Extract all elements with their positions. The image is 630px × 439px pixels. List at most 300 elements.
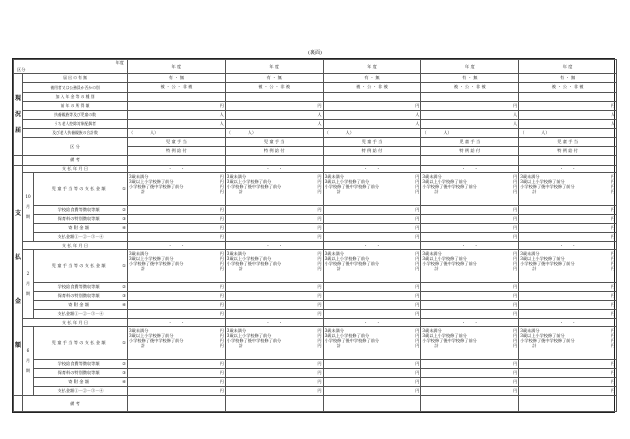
- teate-breakdown-cell: [519, 327, 617, 360]
- gakko-label-text: 学校給食費等徴収等額: [57, 283, 100, 289]
- period-label: [23, 250, 34, 319]
- total-value: 円: [421, 310, 519, 319]
- breakdown-line: [520, 189, 615, 194]
- gakko-value: 円: [128, 282, 226, 291]
- payment-date-value: ・ ・: [519, 242, 617, 250]
- shiharai-section-label: [14, 165, 23, 396]
- kifu-no: ④: [122, 302, 126, 308]
- yen-unit: 円: [415, 174, 420, 180]
- shiharai-char: 金: [15, 298, 22, 306]
- breakdown-line: [520, 266, 615, 271]
- kifu-label: [34, 224, 128, 233]
- yen-unit: 円: [219, 256, 224, 262]
- period-label: [23, 327, 34, 396]
- yen-unit: 円: [610, 266, 615, 272]
- genkyo-value: 円: [519, 101, 617, 110]
- teate-breakdown-cell: [323, 250, 421, 283]
- genkyo-char: 現: [15, 94, 22, 102]
- hoiku-label-text: 保育料の特別徴収等額: [57, 369, 100, 375]
- hoiku-value: 円: [421, 368, 519, 377]
- kifu-value: 円: [128, 224, 226, 233]
- teate-breakdown-cell: [323, 327, 421, 360]
- genkyo-value: 人: [225, 110, 323, 119]
- teate-no: ①: [122, 186, 126, 192]
- yen-unit: 円: [415, 261, 420, 267]
- hoiku-row: [14, 291, 617, 300]
- kifu-value: 円: [323, 301, 421, 310]
- bottom-biko-cell: [225, 396, 323, 412]
- total-label-text: 支払金額①－②－③－④: [57, 311, 104, 317]
- yen-unit: 円: [219, 251, 224, 257]
- payment-date-row: [14, 319, 617, 327]
- genkyo-value: 児 童 手 当: [128, 138, 226, 147]
- breakdown-label: 3歳以上小学校修了前分: [129, 333, 174, 339]
- genkyo-row-label: うち老人控除対象配偶者: [23, 119, 128, 128]
- breakdown-label: 3歳未満分: [226, 251, 247, 257]
- breakdown-label: 計: [238, 343, 243, 349]
- total-value: 円: [519, 310, 617, 319]
- yen-unit: 円: [317, 338, 322, 344]
- breakdown-label: 小学校修了後中学校修了前分: [520, 338, 575, 344]
- payment-date-row: [14, 165, 617, 173]
- breakdown-label: 3歳以上小学校修了前分: [520, 179, 565, 185]
- genkyo-value: 人: [519, 110, 617, 119]
- bottom-biko-cell: [421, 396, 519, 412]
- header-kubun-cell: [14, 60, 128, 74]
- kifu-value: 円: [225, 378, 323, 387]
- total-value: 円: [225, 310, 323, 319]
- yen-unit: 円: [512, 256, 518, 262]
- breakdown-label: 小学校修了後中学校修了前分: [324, 338, 380, 344]
- bottom-biko-cell: [519, 396, 617, 412]
- teate-breakdown-cell: [128, 327, 226, 360]
- kifu-value: 円: [519, 301, 617, 310]
- yen-unit: 円: [415, 266, 420, 272]
- kifu-row: [14, 224, 617, 233]
- yen-unit: 円: [317, 266, 322, 272]
- breakdown-label: 3歳以上小学校修了前分: [520, 256, 565, 262]
- gakko-no: ②: [122, 360, 126, 366]
- total-value: 円: [128, 387, 226, 396]
- kifu-value: 円: [323, 224, 421, 233]
- biko-label: 備 考: [23, 156, 128, 165]
- yen-unit: 円: [219, 261, 224, 267]
- yen-unit: 円: [610, 179, 615, 185]
- hoiku-value: 円: [323, 291, 421, 300]
- breakdown-label: 3歳以上小学校修了前分: [129, 256, 174, 262]
- breakdown-label: 小学校修了後中学校修了前分: [226, 184, 282, 190]
- breakdown-label: 小学校修了後中学校修了前分: [226, 338, 282, 344]
- genkyo-value: 人: [323, 110, 421, 119]
- breakdown-label: 計: [238, 189, 243, 195]
- genkyo-value: 特 例 給 付: [128, 147, 226, 156]
- teate-breakdown-cell: [128, 250, 226, 283]
- kifu-label-text: 寄 附 金 額: [68, 378, 89, 384]
- bottom-biko-cell: [128, 396, 226, 412]
- breakdown-label: 計: [238, 266, 243, 272]
- hoiku-label: [34, 368, 128, 377]
- genkyo-section-label: [14, 74, 23, 156]
- gakko-value: 円: [519, 282, 617, 291]
- yen-unit: 円: [415, 256, 420, 262]
- kifu-value: 円: [519, 224, 617, 233]
- total-value: 円: [519, 233, 617, 242]
- gakko-label: [34, 359, 128, 368]
- breakdown-label: 計: [532, 266, 537, 272]
- genkyo-value: [519, 92, 617, 101]
- breakdown-label: 小学校修了後中学校修了前分: [520, 261, 575, 267]
- payment-date-value: ・ ・: [421, 319, 519, 327]
- yen-unit: 円: [512, 266, 518, 272]
- breakdown-label: 計: [532, 343, 537, 349]
- genkyo-value: （ 人）: [323, 129, 421, 138]
- total-value: 円: [128, 233, 226, 242]
- breakdown-line: [520, 343, 615, 348]
- biko-cell: [323, 156, 421, 165]
- kifu-value: 円: [128, 378, 226, 387]
- breakdown-label: 3歳未満分: [129, 251, 149, 257]
- yen-unit: 円: [415, 179, 420, 185]
- genkyo-row-label: 及び老人扶養親族の合計数: [23, 129, 128, 138]
- period-kanji: 期: [25, 214, 31, 220]
- payment-date-value: ・ ・: [323, 319, 421, 327]
- breakdown-label: 3歳以上小学校修了前分: [324, 256, 370, 262]
- breakdown-label: 小学校修了後中学校修了前分: [520, 184, 575, 190]
- genkyo-value: 円: [225, 101, 323, 110]
- yen-unit: 円: [317, 189, 322, 195]
- genkyo-value: 人: [323, 119, 421, 128]
- hoiku-row: [14, 215, 617, 224]
- yen-unit: 円: [219, 343, 224, 349]
- bottom-biko-label: 備 考: [23, 396, 128, 412]
- yen-unit: 円: [317, 343, 322, 349]
- breakdown-line: [422, 189, 517, 194]
- breakdown-label: 3歳未満分: [226, 174, 247, 180]
- breakdown-label: 小学校修了後中学校修了前分: [129, 261, 184, 267]
- payment-date-value: ・ ・: [225, 165, 323, 173]
- hoiku-value: 円: [519, 368, 617, 377]
- yen-unit: 円: [415, 189, 420, 195]
- bottom-biko-row: [14, 396, 617, 412]
- yen-unit: 円: [317, 184, 322, 190]
- period-month: 10: [25, 194, 31, 200]
- yen-unit: 円: [317, 179, 322, 185]
- genkyo-value: 円: [128, 101, 226, 110]
- breakdown-line: [422, 266, 517, 271]
- yen-unit: 円: [415, 333, 420, 339]
- genkyo-value: 人: [519, 119, 617, 128]
- yen-unit: 円: [219, 184, 224, 190]
- biko-cell: [421, 156, 519, 165]
- yen-unit: 円: [512, 174, 518, 180]
- hoiku-no: ③: [122, 292, 126, 298]
- genkyo-value: 有 ・ 無: [128, 74, 226, 83]
- genkyo-value: 人: [421, 110, 519, 119]
- gakko-value: 円: [519, 205, 617, 214]
- period-kanji: 期: [25, 368, 31, 374]
- kifu-row: [14, 378, 617, 387]
- breakdown-label: 計: [434, 343, 439, 349]
- genkyo-row: [14, 83, 617, 92]
- biko-spacer: [14, 156, 23, 165]
- biko-row: [14, 156, 617, 165]
- genkyo-value: 有 ・ 無: [421, 74, 519, 83]
- genkyo-value: [323, 92, 421, 101]
- teate-no: ①: [122, 262, 126, 268]
- payment-date-value: ・ ・: [421, 242, 519, 250]
- yen-unit: 円: [512, 338, 518, 344]
- teate-breakdown-cell: [519, 173, 617, 206]
- hoiku-no: ③: [122, 216, 126, 222]
- kifu-label: [34, 378, 128, 387]
- genkyo-row: [14, 101, 617, 110]
- total-value: 円: [421, 233, 519, 242]
- breakdown-label: 3歳未満分: [129, 328, 149, 334]
- payment-date-value: ・ ・: [128, 319, 226, 327]
- yen-unit: 円: [415, 343, 420, 349]
- genkyo-value: 人: [225, 119, 323, 128]
- yen-unit: 円: [610, 184, 615, 190]
- yen-unit: 円: [219, 328, 224, 334]
- genkyo-value: [225, 92, 323, 101]
- genkyo-row: [14, 110, 617, 119]
- genkyo-row: [14, 74, 617, 83]
- hoiku-value: 円: [225, 368, 323, 377]
- hoiku-value: 円: [421, 291, 519, 300]
- period-month-suffix: 月: [25, 281, 31, 287]
- genkyo-value: 被 ・ 公 ・ 非 被: [225, 83, 323, 92]
- teate-breakdown-cell: [225, 327, 323, 360]
- period-month-suffix: 月: [25, 358, 31, 364]
- kifu-value: 円: [128, 301, 226, 310]
- genkyo-value: 被 ・ 公 ・ 非 被: [323, 83, 421, 92]
- genkyo-value: 児 童 手 当: [225, 138, 323, 147]
- year-header: 年 度: [519, 60, 617, 74]
- breakdown-line: [325, 266, 420, 271]
- period-month: 6: [26, 348, 30, 354]
- yen-unit: 円: [415, 251, 420, 257]
- yen-unit: 円: [219, 266, 224, 272]
- payment-date-value: ・ ・: [323, 242, 421, 250]
- breakdown-label: 計: [434, 266, 439, 272]
- shiharai-char: 払: [15, 254, 22, 262]
- payment-date-label: 支 払 年 月 日: [23, 319, 128, 327]
- genkyo-value: 特 例 給 付: [421, 147, 519, 156]
- gakko-no: ②: [122, 206, 126, 212]
- genkyo-value: 有 ・ 無: [323, 74, 421, 83]
- total-value: 円: [225, 233, 323, 242]
- breakdown-label: 小学校修了後中学校修了前分: [422, 338, 477, 344]
- shiharai-char: 支: [15, 210, 22, 218]
- bottom-biko-spacer: [14, 396, 23, 412]
- genkyo-value: （ 人）: [225, 129, 323, 138]
- hoiku-value: 円: [519, 291, 617, 300]
- gakko-row: [14, 359, 617, 368]
- hoiku-value: 円: [128, 215, 226, 224]
- yen-unit: 円: [512, 179, 518, 185]
- genkyo-row-label: 加 入 年 金 等 の 種 別: [23, 92, 128, 101]
- breakdown-label: 計: [336, 266, 341, 272]
- payment-date-value: ・ ・: [519, 319, 617, 327]
- yen-unit: 円: [610, 343, 615, 349]
- payment-date-value: ・ ・: [225, 319, 323, 327]
- yen-unit: 円: [317, 261, 322, 267]
- breakdown-label: 3歳以上小学校修了前分: [324, 179, 370, 185]
- genkyo-row-label: 区 分: [23, 138, 128, 156]
- biko-cell: [519, 156, 617, 165]
- payment-date-label: 支 払 年 月 日: [23, 165, 128, 173]
- yen-unit: 円: [512, 189, 518, 195]
- genkyo-row: [14, 129, 617, 138]
- header-nendo: 年度: [115, 60, 124, 65]
- breakdown-label: 3歳未満分: [324, 174, 345, 180]
- yen-unit: 円: [512, 328, 518, 334]
- genkyo-row: [14, 119, 617, 128]
- breakdown-label: 3歳未満分: [129, 174, 149, 180]
- genkyo-value: [421, 92, 519, 101]
- total-row: [14, 310, 617, 319]
- genkyo-value: 児 童 手 当: [519, 138, 617, 147]
- kifu-value: 円: [323, 378, 421, 387]
- genkyo-value: 人: [128, 110, 226, 119]
- gakko-label: [34, 205, 128, 214]
- hoiku-value: 円: [128, 291, 226, 300]
- genkyo-char: 届: [15, 126, 22, 134]
- header-kubun: 区分: [17, 67, 26, 73]
- breakdown-label: 小学校修了後中学校修了前分: [422, 261, 477, 267]
- total-value: 円: [128, 310, 226, 319]
- gakko-value: 円: [128, 205, 226, 214]
- breakdown-label: 3歳以上小学校修了前分: [129, 179, 174, 185]
- teate-row: [14, 250, 617, 283]
- gakko-row: [14, 282, 617, 291]
- breakdown-label: 小学校修了後中学校修了前分: [129, 338, 184, 344]
- hoiku-label: [34, 215, 128, 224]
- breakdown-label: 小学校修了後中学校修了前分: [129, 184, 184, 190]
- total-label: [34, 387, 128, 396]
- payment-date-row: [14, 242, 617, 250]
- yen-unit: 円: [512, 333, 518, 339]
- breakdown-line: [227, 266, 322, 271]
- biko-cell: [128, 156, 226, 165]
- genkyo-value: [128, 92, 226, 101]
- genkyo-value: 特 例 給 付: [323, 147, 421, 156]
- yen-unit: 円: [610, 261, 615, 267]
- teate-breakdown-cell: [421, 173, 519, 206]
- total-label-text: 支払金額①－②－③－④: [57, 388, 104, 394]
- period-month-suffix: 月: [25, 204, 31, 210]
- yen-unit: 円: [219, 174, 224, 180]
- yen-unit: 円: [317, 328, 322, 334]
- genkyo-row-label: 届 出 の 有 無: [23, 74, 128, 83]
- form-table: [13, 59, 617, 412]
- genkyo-value: （ 人）: [421, 129, 519, 138]
- genkyo-value: 被 ・ 公 ・ 非 被: [128, 83, 226, 92]
- kifu-value: 円: [421, 378, 519, 387]
- breakdown-label: 計: [141, 266, 146, 272]
- yen-unit: 円: [219, 179, 224, 185]
- hoiku-no: ③: [122, 369, 126, 375]
- period-kanji: 期: [25, 291, 31, 297]
- bottom-biko-cell: [323, 396, 421, 412]
- teate-label-text: 児 童 手 当 等 の 支 払 金 額: [51, 186, 106, 192]
- teate-label: [34, 250, 128, 283]
- total-value: 円: [323, 233, 421, 242]
- kifu-value: 円: [225, 224, 323, 233]
- gakko-label-text: 学校給食費等徴収等額: [57, 360, 100, 366]
- header-row: [14, 60, 617, 74]
- gakko-row: [14, 205, 617, 214]
- breakdown-line: [325, 189, 420, 194]
- yen-unit: 円: [317, 333, 322, 339]
- yen-unit: 円: [317, 174, 322, 180]
- kifu-value: 円: [519, 378, 617, 387]
- gakko-value: 円: [225, 205, 323, 214]
- breakdown-line: [227, 189, 322, 194]
- breakdown-label: 小学校修了後中学校修了前分: [422, 184, 477, 190]
- yen-unit: 円: [415, 184, 420, 190]
- teate-breakdown-cell: [421, 250, 519, 283]
- breakdown-label: 3歳未満分: [324, 328, 345, 334]
- breakdown-label: 計: [141, 343, 146, 349]
- total-value: 円: [323, 387, 421, 396]
- hoiku-value: 円: [323, 215, 421, 224]
- total-label: [34, 233, 128, 242]
- genkyo-value: 児 童 手 当: [323, 138, 421, 147]
- payment-date-label: 支 払 年 月 日: [23, 242, 128, 250]
- gakko-value: 円: [323, 205, 421, 214]
- yen-unit: 円: [610, 251, 615, 257]
- hoiku-label: [34, 291, 128, 300]
- gakko-value: 円: [225, 359, 323, 368]
- genkyo-row-label: 被用者又は公務員か否かの別: [23, 83, 128, 92]
- payment-date-value: ・ ・: [225, 242, 323, 250]
- teate-breakdown-cell: [421, 327, 519, 360]
- yen-unit: 円: [512, 251, 518, 257]
- yen-unit: 円: [317, 251, 322, 257]
- teate-breakdown-cell: [128, 173, 226, 206]
- gakko-value: 円: [128, 359, 226, 368]
- period-month: 2: [26, 271, 30, 277]
- total-row: [14, 387, 617, 396]
- breakdown-label: 計: [336, 189, 341, 195]
- hoiku-value: 円: [421, 215, 519, 224]
- yen-unit: 円: [415, 338, 420, 344]
- breakdown-line: [227, 343, 322, 348]
- yen-unit: 円: [610, 328, 615, 334]
- genkyo-value: 被 ・ 公 ・ 非 被: [421, 83, 519, 92]
- breakdown-label: 小学校修了後中学校修了前分: [324, 184, 380, 190]
- genkyo-value: 特 例 給 付: [225, 147, 323, 156]
- breakdown-line: [129, 189, 224, 194]
- breakdown-label: 3歳未満分: [226, 328, 247, 334]
- genkyo-char: 況: [15, 110, 22, 118]
- page-caption: (裏面): [308, 50, 322, 56]
- gakko-value: 円: [323, 359, 421, 368]
- yen-unit: 円: [512, 261, 518, 267]
- shiharai-char: 額: [15, 342, 22, 350]
- breakdown-label: 計: [141, 189, 146, 195]
- total-value: 円: [421, 387, 519, 396]
- breakdown-label: 3歳以上小学校修了前分: [422, 333, 467, 339]
- teate-row: [14, 327, 617, 360]
- yen-unit: 円: [219, 189, 224, 195]
- yen-unit: 円: [512, 343, 518, 349]
- genkyo-row-label: 前 年 の 所 得 額: [23, 101, 128, 110]
- breakdown-label: 3歳以上小学校修了前分: [422, 179, 467, 185]
- gakko-value: 円: [421, 282, 519, 291]
- breakdown-label: 3歳未満分: [422, 251, 442, 257]
